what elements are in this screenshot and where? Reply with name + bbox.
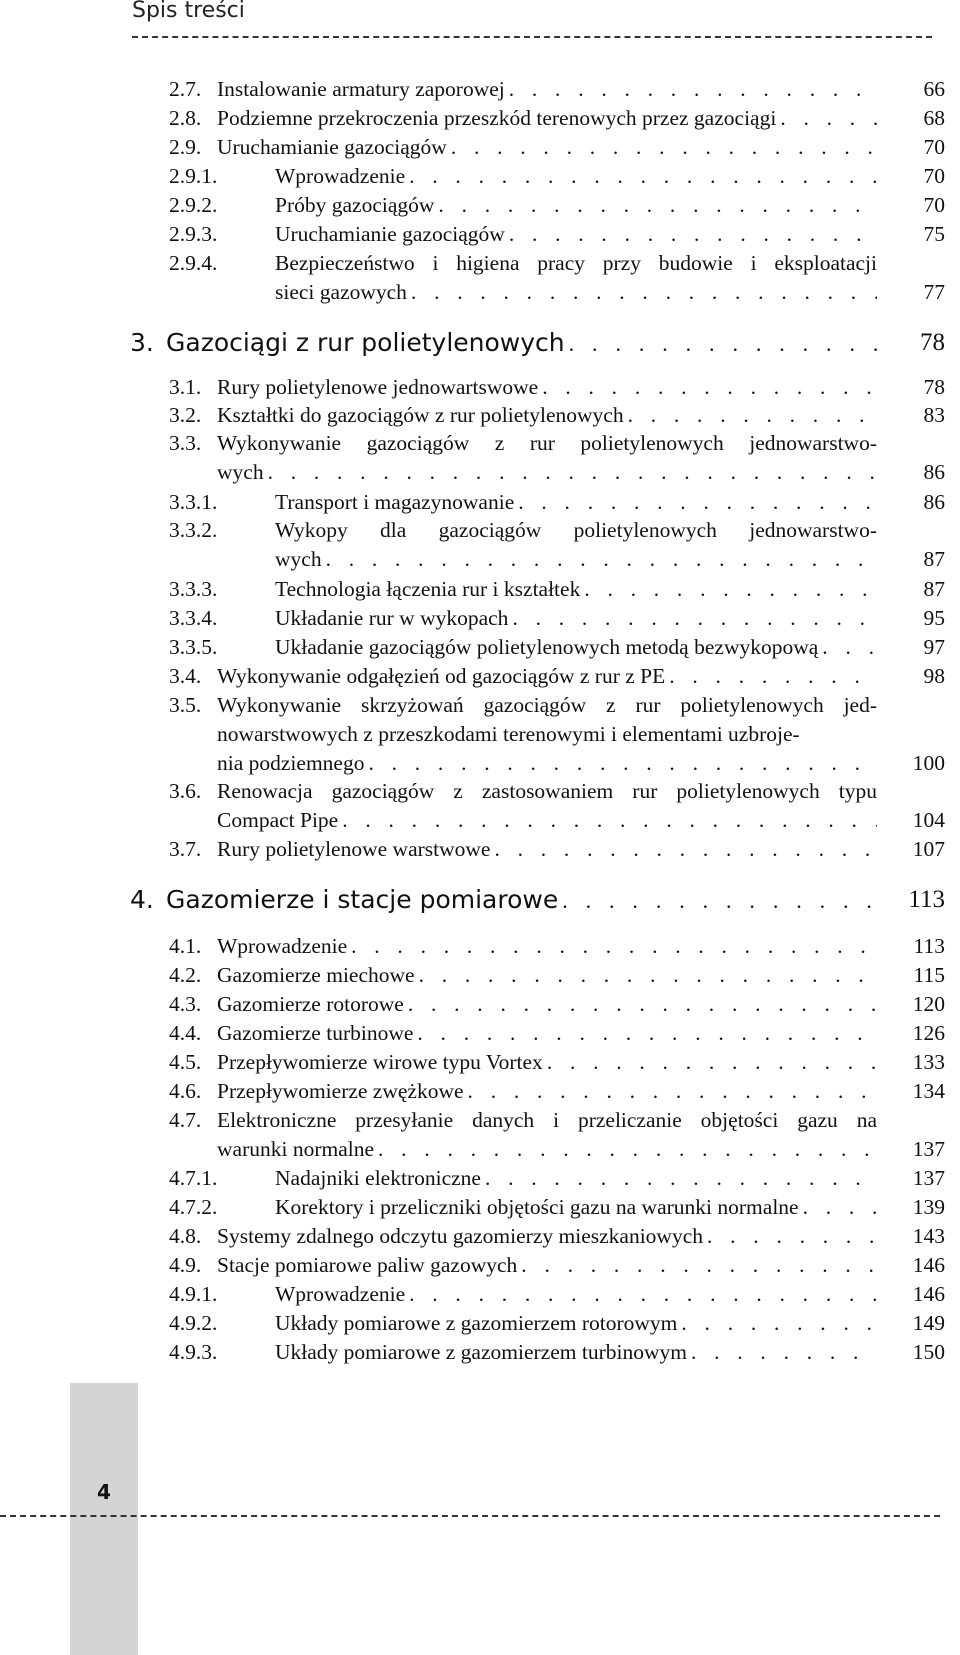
toc-page-number: 126	[912, 1021, 945, 1045]
toc-leader-dots	[681, 1309, 877, 1338]
toc-entry-title-line: Elektroniczne przesyłanie danych i przeliczanie objętości gazu na	[217, 1108, 877, 1132]
toc-page-number: 87	[923, 547, 945, 571]
toc-entry-number: 2.9.	[169, 135, 202, 159]
toc-leader-dots	[803, 1193, 877, 1222]
toc-entry-title: Uruchamianie gazociągów	[217, 135, 447, 159]
toc-leader-dots	[451, 133, 877, 162]
toc-entry-number: 3.3.2.	[169, 518, 218, 542]
toc-entry-title: Korektory i przeliczniki objętości gazu na warunki normalne	[275, 1195, 799, 1219]
toc-page-number: 137	[912, 1166, 945, 1190]
toc-page-number: 97	[923, 635, 945, 659]
toc-entry-title: Wprowadzenie	[275, 1282, 406, 1306]
toc-page-number: 77	[923, 280, 945, 304]
toc-leader-dots	[509, 220, 877, 249]
toc-leader-dots	[547, 1048, 877, 1077]
toc-entry-title: Gazomierze turbinowe	[217, 1021, 414, 1045]
toc-leader-dots	[417, 1019, 877, 1048]
toc-leader-dots	[411, 278, 877, 307]
toc-page-number: 70	[923, 135, 945, 159]
footer-divider	[0, 1515, 940, 1517]
toc-leader-dots	[408, 990, 877, 1019]
toc-page-number: 87	[923, 577, 945, 601]
toc-entry-number: 2.8.	[169, 106, 202, 130]
toc-entry-title: Wprowadzenie	[217, 934, 348, 958]
toc-entry-number: 4.9.3.	[169, 1340, 218, 1364]
toc-leader-dots	[691, 1338, 877, 1367]
toc-leader-dots	[438, 191, 877, 220]
toc-leader-dots	[822, 633, 877, 662]
toc-entry-title: Wprowadzenie	[275, 164, 406, 188]
toc-page-number: 113	[908, 886, 945, 913]
toc-entry-title: Rury polietylenowe jednowartswowe	[217, 375, 539, 399]
toc-entry-number: 4.9.2.	[169, 1311, 218, 1335]
toc-entry-title: Przepływomierze wirowe typu Vortex	[217, 1050, 543, 1074]
toc-entry-number: 4.1.	[169, 934, 202, 958]
toc-entry-title: Transport i magazynowanie	[275, 490, 515, 514]
toc-page-number: 133	[912, 1050, 945, 1074]
toc-entry-number: 3.3.1.	[169, 490, 218, 514]
toc-page-number: 68	[923, 106, 945, 130]
toc-page-number: 146	[912, 1282, 945, 1306]
toc-entry-number: 4.4.	[169, 1021, 202, 1045]
toc-entry-number: 2.9.2.	[169, 193, 218, 217]
header-divider	[132, 36, 932, 38]
toc-entry-number: 4.7.1.	[169, 1166, 218, 1190]
toc-entry-number: 3.3.4.	[169, 606, 218, 630]
toc-leader-dots	[542, 373, 877, 402]
toc-entry-number: 2.9.3.	[169, 222, 218, 246]
toc-entry-title: sieci gazowych	[275, 280, 407, 304]
toc-page-number: 83	[923, 403, 945, 427]
toc-page-number: 139	[912, 1195, 945, 1219]
toc-entry-number: 4.7.	[169, 1108, 202, 1132]
toc-entry-title-line: Wykonywanie skrzyżowań gazociągów z rur polietylenowych jed-	[217, 693, 877, 717]
toc-entry-number: 3.7.	[169, 837, 202, 861]
toc-leader-dots	[562, 884, 877, 918]
toc-leader-dots	[509, 75, 877, 104]
toc-leader-dots	[780, 104, 877, 133]
toc-leader-dots	[628, 401, 877, 430]
toc-entry-number: 3.	[130, 328, 154, 357]
toc-entry-title: Układy pomiarowe z gazomierzem turbinowym	[275, 1340, 687, 1364]
toc-page-number: 104	[912, 808, 945, 832]
toc-page-number: 86	[923, 490, 945, 514]
toc-entry-number: 4.7.2.	[169, 1195, 218, 1219]
toc-entry-title-line: nowarstwowych z przeszkodami terenowymi i elementami uzbroje-	[217, 722, 800, 746]
toc-entry-title: Układy pomiarowe z gazomierzem rotorowym	[275, 1311, 678, 1335]
toc-entry-title: Instalowanie armatury zaporowej	[217, 77, 505, 101]
toc-leader-dots	[669, 662, 877, 691]
toc-entry-title: wych	[275, 547, 322, 571]
toc-page-number: 134	[912, 1079, 945, 1103]
toc-leader-dots	[342, 806, 877, 835]
toc-page-number: 150	[912, 1340, 945, 1364]
toc-entry-title-line: Renowacja gazociągów z zastosowaniem rur polietylenowych typu	[217, 779, 877, 803]
toc-entry-number: 4.9.	[169, 1253, 202, 1277]
toc-entry-number: 3.3.3.	[169, 577, 218, 601]
toc-leader-dots	[584, 575, 877, 604]
running-header: Spis treści	[132, 0, 245, 23]
toc-entry-title: Uruchamianie gazociągów	[275, 222, 505, 246]
toc-leader-dots	[351, 932, 877, 961]
toc-entry-title: Gazociągi z rur polietylenowych	[166, 328, 565, 357]
toc-entry-number: 4.5.	[169, 1050, 202, 1074]
toc-leader-dots	[468, 1077, 877, 1106]
toc-entry-number: 2.9.1.	[169, 164, 218, 188]
toc-entry-title: Technologia łączenia rur i kształtek	[275, 577, 581, 601]
toc-entry-number: 3.3.	[169, 431, 202, 455]
toc-entry-title: Kształtki do gazociągów z rur polietylenowych	[217, 403, 624, 427]
toc-leader-dots	[419, 961, 877, 990]
toc-page-number: 78	[920, 329, 945, 356]
toc-entry-title: Gazomierze miechowe	[217, 963, 415, 987]
toc-entry-number: 3.3.5.	[169, 635, 218, 659]
toc-entry-title-line: Wykopy dla gazociągów polietylenowych jednowarstwo-	[275, 518, 877, 542]
toc-leader-dots	[569, 327, 877, 361]
toc-entry-title: Rury polietylenowe warstwowe	[217, 837, 491, 861]
toc-entry-title: Compact Pipe	[217, 808, 339, 832]
toc-leader-dots	[485, 1164, 877, 1193]
toc-leader-dots	[409, 162, 877, 191]
toc-page-number: 100	[912, 751, 945, 775]
toc-entry-title: warunki normalne	[217, 1137, 375, 1161]
toc-entry-title-line: Bezpieczeństwo i higiena pracy przy budowie i eksploatacji	[275, 251, 877, 275]
toc-entry-number: 2.9.4.	[169, 251, 218, 275]
toc-leader-dots	[268, 458, 877, 487]
toc-entry-number: 3.1.	[169, 375, 202, 399]
toc-entry-number: 2.7.	[169, 77, 202, 101]
toc-entry-title: Układanie rur w wykopach	[275, 606, 509, 630]
toc-entry-title: Systemy zdalnego odczytu gazomierzy mieszkaniowych	[217, 1224, 703, 1248]
toc-page-number: 120	[912, 992, 945, 1016]
toc-entry-number: 4.6.	[169, 1079, 202, 1103]
toc-page-number: 86	[923, 460, 945, 484]
toc-leader-dots	[521, 1251, 877, 1280]
toc-page-number: 75	[923, 222, 945, 246]
toc-page-number: 78	[923, 375, 945, 399]
toc-entry-title: Gazomierze i stacje pomiarowe	[166, 885, 559, 914]
toc-leader-dots	[378, 1135, 877, 1164]
toc-entry-number: 3.2.	[169, 403, 202, 427]
toc-entry-number: 3.5.	[169, 693, 202, 717]
toc-leader-dots	[494, 835, 877, 864]
toc-leader-dots	[707, 1222, 877, 1251]
toc-page-number: 66	[923, 77, 945, 101]
page-number-tab	[70, 1383, 138, 1655]
toc-leader-dots	[512, 604, 877, 633]
toc-entry-number: 4.2.	[169, 963, 202, 987]
toc-entry-title: nia podziemnego	[217, 751, 365, 775]
toc-page-number: 113	[913, 934, 945, 958]
toc-page-number: 137	[912, 1137, 945, 1161]
toc-entry-title: Gazomierze rotorowe	[217, 992, 404, 1016]
toc-entry-number: 3.4.	[169, 664, 202, 688]
toc-entry-title: wych	[217, 460, 264, 484]
toc-leader-dots	[409, 1280, 877, 1309]
toc-entry-title: Nadajniki elektroniczne	[275, 1166, 481, 1190]
toc-page-number: 95	[923, 606, 945, 630]
toc-leader-dots	[326, 545, 877, 574]
toc-page-number: 70	[923, 193, 945, 217]
toc-entry-title: Układanie gazociągów polietylenowych metodą bezwykopową	[275, 635, 819, 659]
toc-page-number: 98	[923, 664, 945, 688]
toc-entry-number: 3.6.	[169, 779, 202, 803]
toc-page-number: 70	[923, 164, 945, 188]
toc-entry-title: Stacje pomiarowe paliw gazowych	[217, 1253, 518, 1277]
toc-leader-dots	[518, 488, 877, 517]
toc-entry-title: Próby gazociągów	[275, 193, 435, 217]
toc-entry-title-line: Wykonywanie gazociągów z rur polietylenowych jednowarstwo-	[217, 431, 877, 455]
toc-entry-title: Wykonywanie odgałęzień od gazociągów z rur z PE	[217, 664, 666, 688]
toc-entry-title: Przepływomierze zwężkowe	[217, 1079, 464, 1103]
toc-page-number: 146	[912, 1253, 945, 1277]
toc-entry-number: 4.9.1.	[169, 1282, 218, 1306]
toc-entry-number: 4.3.	[169, 992, 202, 1016]
toc-leader-dots	[368, 749, 877, 778]
toc-page-number: 143	[912, 1224, 945, 1248]
toc-entry-number: 4.	[130, 885, 154, 914]
toc-entry-title: Podziemne przekroczenia przeszkód terenowych przez gazociągi	[217, 106, 777, 130]
toc-page-number: 115	[913, 963, 945, 987]
toc-entry-number: 4.8.	[169, 1224, 202, 1248]
toc-page-number: 107	[912, 837, 945, 861]
page-number: 4	[97, 1480, 111, 1504]
toc-page-number: 149	[912, 1311, 945, 1335]
